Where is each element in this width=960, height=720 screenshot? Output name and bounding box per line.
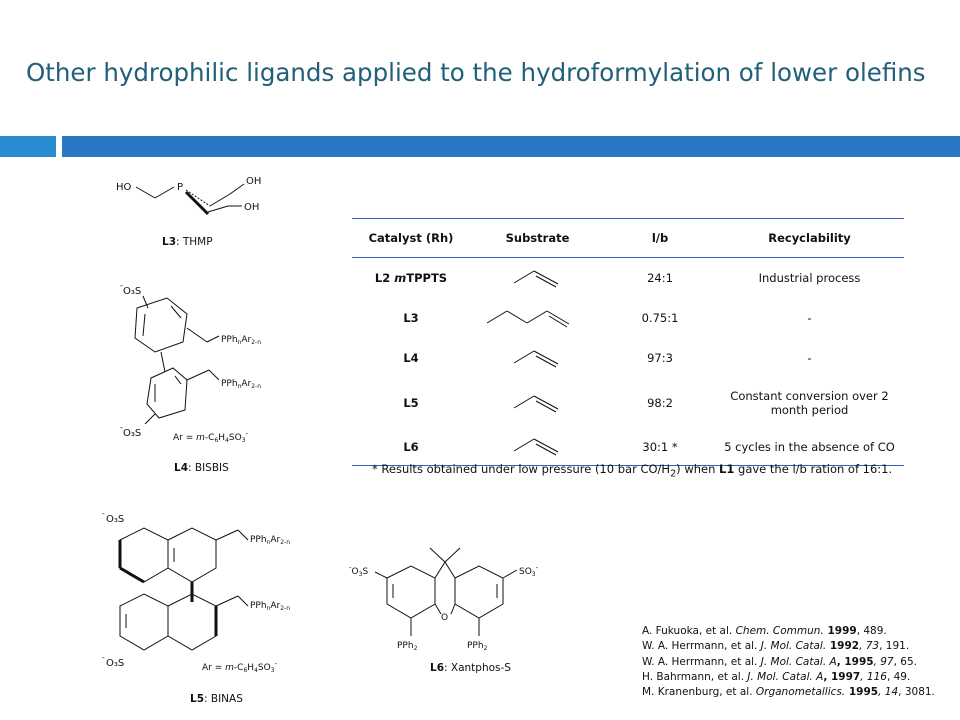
svg-text:Ar = m-C6H4SO3-: $Ar = m-C_6H_4SO_3^-$	[202, 660, 278, 674]
header-bar-left	[0, 136, 56, 157]
l3-structure	[110, 170, 280, 230]
svg-text:-: -	[120, 423, 123, 432]
l4-label: L4: BISBIS	[174, 462, 229, 474]
catalyst-cell: L6	[352, 428, 470, 466]
l3-label: L3: THMP	[162, 236, 213, 248]
reference-item: H. Bahrmann, et al. J. Mol. Catal. A, 1997, 116, 49.	[642, 670, 911, 683]
header-ratio: l/b	[605, 219, 715, 258]
svg-text:O₃S: O₃S	[123, 428, 142, 439]
reference-item: W. A. Herrmann, et al. J. Mol. Catal. A, 1995, 97, 65.	[642, 655, 917, 668]
reference-item: A. Fukuoka, et al. Chem. Commun. 1999, 489.	[642, 625, 887, 637]
svg-text:Ar = m-C6H4SO3-: $Ar = m-C_6H_4SO_3^-$	[173, 430, 249, 444]
l4-structure	[115, 280, 295, 450]
catalyst-cell: L4	[403, 351, 419, 365]
slide-title: Other hydrophilic ligands applied to the hydroformylation of lower olefins	[26, 58, 926, 87]
l5-structure	[100, 510, 300, 680]
substrate-cell	[470, 298, 605, 338]
l5-label: L5: BINAS	[190, 693, 243, 705]
svg-text:PPhnAr2-n: $PPh_nAr_{2-n}$	[250, 535, 291, 546]
svg-text:PPhnAr2-n: $PPh_nAr_{2-n}$	[221, 335, 262, 346]
ratio-cell: 24:1	[647, 271, 673, 285]
svg-text:P: P	[177, 182, 184, 193]
svg-text:-: -	[120, 281, 123, 290]
reference-item: M. Kranenburg, et al. Organometallics. 1995, 14, 3081.	[642, 686, 935, 699]
reference-item: W. A. Herrmann, et al. J. Mol. Catal. 1992, 73, 191.	[642, 640, 910, 653]
recyclability-cell: 5 cycles in the absence of CO	[715, 428, 904, 466]
header-recyclability: Recyclability	[715, 219, 904, 258]
ratio-cell: 97:3	[647, 351, 673, 365]
svg-text:-: -	[102, 653, 105, 662]
catalyst-cell: L2 mTPPTS	[374, 271, 448, 285]
table-row	[352, 338, 904, 378]
svg-text:O₃S: O₃S	[106, 658, 125, 669]
svg-text:PPh2: PPh$_2$	[467, 641, 488, 652]
svg-text:PPhnAr2-n: $PPh_nAr_{2-n}$	[221, 379, 262, 390]
propene-structure-icon	[508, 390, 568, 414]
substrate-cell	[470, 378, 605, 428]
svg-text:OH: OH	[244, 202, 260, 213]
table-footnote: * Results obtained under low pressure (10 bar $CO/H_2$) when L1 gave the l/b ration of 16:1.	[372, 462, 893, 480]
svg-text:HO: HO	[116, 182, 132, 193]
header-substrate: Substrate	[470, 219, 605, 258]
hexene-structure-icon	[483, 305, 593, 329]
svg-text:O₃S: O₃S	[106, 514, 125, 525]
svg-text:O₃S: O₃S	[123, 286, 142, 297]
references	[642, 624, 935, 700]
catalyst-cell: L3	[403, 311, 419, 325]
svg-text:PPhnAr2-n: $PPh_nAr_{2-n}$	[250, 601, 291, 612]
propene-structure-icon	[508, 433, 568, 457]
substrate-cell	[470, 338, 605, 378]
ratio-cell: 0.75:1	[641, 311, 679, 325]
table-row	[352, 428, 904, 466]
recyclability-cell: Constant conversion over 2 month period	[730, 389, 889, 417]
recyclability-cell: Industrial process	[758, 271, 861, 285]
svg-text:-: -	[102, 509, 105, 518]
l6-label: L6: Xantphos-S	[430, 662, 511, 674]
svg-text:PPh2: PPh$_2$	[397, 641, 418, 652]
table-row	[352, 258, 904, 299]
svg-text:O: O	[441, 613, 449, 623]
table-row	[352, 298, 904, 338]
results-table	[352, 218, 904, 466]
header-bar-right	[62, 136, 960, 157]
table-header-row	[352, 219, 904, 258]
l6-structure	[345, 540, 575, 670]
svg-text:OH: OH	[246, 176, 262, 187]
svg-text:SO3-: $SO_3^-$	[519, 564, 539, 578]
catalyst-cell: L5	[403, 396, 419, 410]
substrate-cell	[470, 428, 605, 466]
propene-structure-icon	[508, 265, 568, 289]
substrate-cell	[470, 258, 605, 299]
header-catalyst: Catalyst (Rh)	[352, 219, 470, 258]
recyclability-cell: -	[807, 311, 812, 325]
propene-structure-icon	[508, 345, 568, 369]
recyclability-cell: -	[807, 351, 812, 365]
ratio-cell: 30:1 *	[605, 428, 715, 466]
ratio-cell: 98:2	[647, 396, 673, 410]
table-row	[352, 378, 904, 428]
svg-text:-O3S: $^-O_3S$	[349, 564, 369, 578]
